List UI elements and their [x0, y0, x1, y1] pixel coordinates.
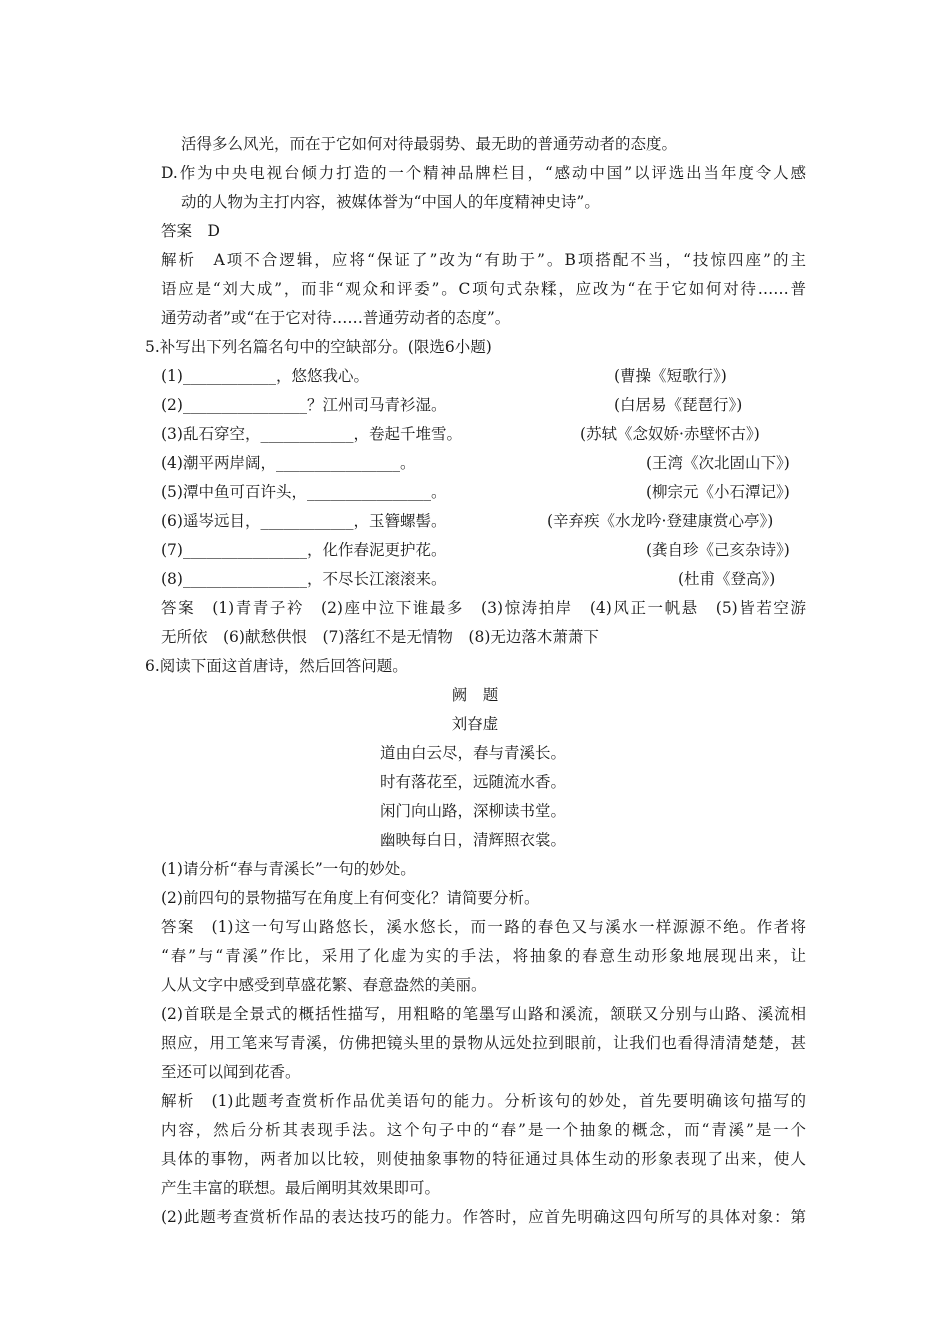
q6-analysis1-line: 产生丰富的联想。最后阐明其效果即可。: [161, 1179, 441, 1197]
poem-line: 道由白云尽，春与青溪长。: [380, 744, 567, 762]
q5-item-source: (龚自珍《己亥杂诗》): [646, 541, 790, 559]
q4-analysis-line2: 语应是“刘大成”，而非“观众和评委”。C项句式杂糅，应改为“在于它如何对待……普: [161, 280, 806, 298]
q6-question-1: (1)请分析“春与青溪长”一句的妙处。: [161, 860, 416, 878]
q5-item-text: (8)________________，不尽长江滚滚来。: [161, 570, 447, 588]
q6-answer2-line: 照应，用工笔来写青溪，仿佛把镜头里的景物从远处拉到眼前，让我们也看得清清楚楚，甚: [161, 1034, 806, 1052]
q5-stem: 5.补写出下列名篇名句中的空缺部分。(限选6小题): [145, 338, 492, 356]
q5-item-source: (辛弃疾《水龙吟·登建康赏心亭》): [547, 512, 774, 530]
q5-item-text: (7)________________，化作春泥更护花。: [161, 541, 447, 559]
q6-analysis1-line: 具体的事物，两者加以比较，则使抽象事物的特征通过具体生动的形象表现了出来，使人: [161, 1150, 806, 1168]
q6-stem: 6.阅读下面这首唐诗，然后回答问题。: [145, 657, 408, 675]
q4-option-d-line2: 动的人物为主打内容，被媒体誉为“中国人的年度精神史诗”。: [181, 193, 600, 211]
q5-item-text: (4)潮平两岸阔，________________。: [161, 454, 416, 472]
q4-analysis-line3: 通劳动者”或“在于它对待……普通劳动者的态度”。: [161, 309, 511, 327]
q6-answer1-line: 答案 (1)这一句写山路悠长，溪水悠长，而一路的春色又与溪水一样源源不绝。作者将: [161, 918, 806, 936]
q6-question-2: (2)前四句的景物描写在角度上有何变化？请简要分析。: [161, 889, 540, 907]
q4-answer: 答案 D: [161, 222, 220, 240]
q4-option-d-line1: D.作为中央电视台倾力打造的一个精神品牌栏目，“感动中国”以评选出当年度令人感: [161, 164, 806, 182]
q6-answer1-line: 人从文字中感受到草盛花繁、春意盎然的美丽。: [161, 976, 487, 994]
q5-answer-line2: 无所依 (6)献愁供恨 (7)落红不是无情物 (8)无边落木萧萧下: [161, 628, 599, 646]
q6-answer2-line: (2)首联是全景式的概括性描写，用粗略的笔墨写山路和溪流，颔联又分别与山路、溪流相: [161, 1005, 806, 1023]
poem-line: 闲门向山路，深柳读书堂。: [380, 802, 567, 820]
q5-item-source: (王湾《次北固山下》): [646, 454, 790, 472]
q5-item-source: (曹操《短歌行》): [614, 367, 727, 385]
q4-option-c-tail: 活得多么风光，而在于它如何对待最弱势、最无助的普通劳动者的态度。: [181, 135, 678, 153]
q5-item-source: (柳宗元《小石潭记》): [646, 483, 790, 501]
q4-analysis-line1: 解析 A项不合逻辑，应将“保证了”改为“有助于”。B项搭配不当，“技惊四座”的主: [161, 251, 806, 269]
q6-answer2-line: 至还可以闻到花香。: [161, 1063, 301, 1081]
poem-title: 阙 题: [451, 686, 499, 704]
poem-line: 时有落花至，远随流水香。: [380, 773, 567, 791]
q5-item-source: (杜甫《登高》): [678, 570, 776, 588]
q5-item-text: (2)________________？江州司马青衫湿。: [161, 396, 447, 414]
poem-line: 幽映每白日，清辉照衣裳。: [380, 831, 567, 849]
q5-item-text: (5)潭中鱼可百许头，________________。: [161, 483, 447, 501]
q5-item-source: (苏轼《念奴娇·赤壁怀古》): [580, 425, 760, 443]
q5-item-text: (3)乱石穿空，____________，卷起千堆雪。: [161, 425, 462, 443]
q6-analysis1-line: 解析 (1)此题考查赏析作品优美语句的能力。分析该句的妙处，首先要明确该句描写的: [161, 1092, 806, 1110]
q5-item-text: (6)遥岑远目，____________，玉簪螺髻。: [161, 512, 447, 530]
q5-answer-line1: 答案 (1)青青子衿 (2)座中泣下谁最多 (3)惊涛拍岸 (4)风正一帆悬 (5)皆若空游: [161, 599, 806, 617]
poem-author: 刘昚虚: [451, 715, 499, 733]
q5-item-source: (白居易《琵琶行》): [614, 396, 743, 414]
q5-item-text: (1)____________，悠悠我心。: [161, 367, 369, 385]
q6-analysis1-line: 内容，然后分析其表现手法。这个句子中的“春”是一个抽象的概念，而“青溪”是一个: [161, 1121, 806, 1139]
q6-analysis2-line: (2)此题考查赏析作品的表达技巧的能力。作答时，应首先明确这四句所写的具体对象：第: [161, 1208, 806, 1226]
q6-answer1-line: “春”与“青溪”作比，采用了化虚为实的手法，将抽象的春意生动形象地展现出来，让: [161, 947, 806, 965]
